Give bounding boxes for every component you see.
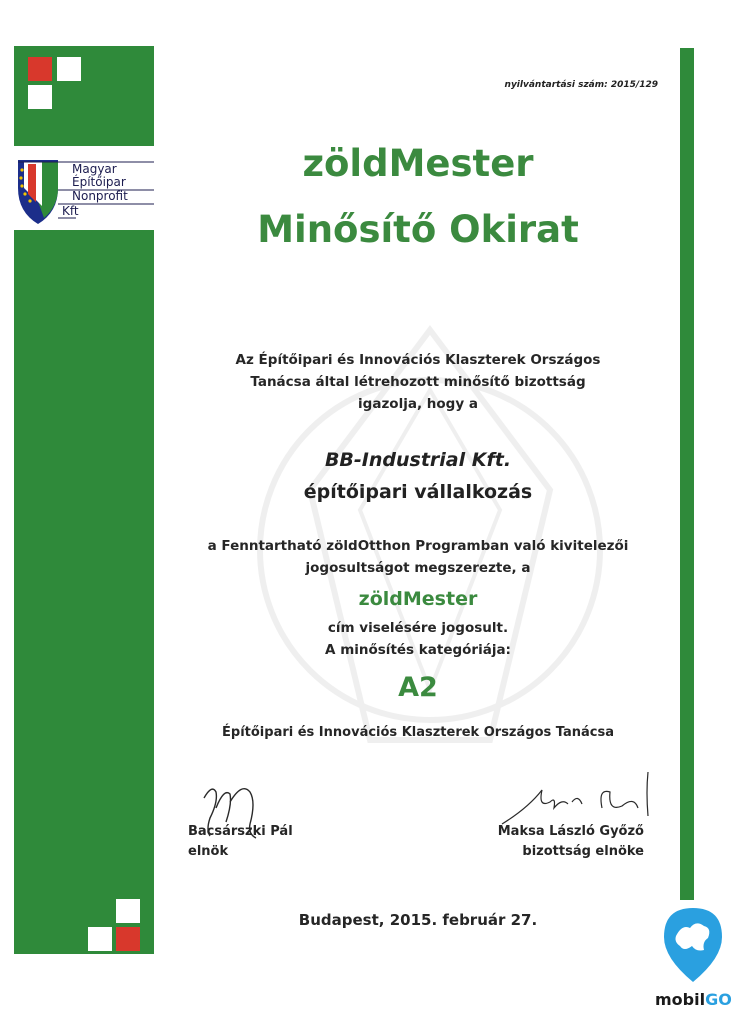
right-signatory-role: bizottság elnöke xyxy=(522,844,644,859)
title-line2: Minősítő Okirat xyxy=(257,208,579,251)
top-white-square-bottom xyxy=(28,85,52,109)
title-line1: zöldMester xyxy=(302,142,534,185)
place-date: Budapest, 2015. február 27. xyxy=(298,911,538,929)
program-line2: jogosultságot megszerezte, a xyxy=(305,560,531,576)
left-signatory xyxy=(188,822,293,862)
mobilgo-prefix: mobil xyxy=(655,990,706,1009)
title-use-line1: cím viselésére jogosult. xyxy=(327,620,509,636)
program-paragraph xyxy=(156,535,680,579)
registration-number: nyilvántartási szám: 2015/129 xyxy=(504,80,658,90)
left-signatory-role: elnök xyxy=(188,844,229,859)
top-white-square-right xyxy=(57,57,81,81)
logo-text-line3: Nonprofit xyxy=(72,189,128,203)
mobilgo-suffix: GO xyxy=(705,990,732,1009)
right-signatory-name: Maksa László Győző xyxy=(497,824,644,839)
company-type: építőipari vállalkozás xyxy=(303,481,533,503)
title-use-line2: A minősítés kategóriája: xyxy=(325,642,511,658)
category-value: A2 xyxy=(398,672,438,703)
mobilgo-brand xyxy=(655,990,732,1009)
intro-line3: igazolja, hogy a xyxy=(358,396,478,412)
company-name: BB-Industrial Kft. xyxy=(324,449,512,471)
right-signature-icon xyxy=(498,768,668,830)
logo-text-line1: Magyar xyxy=(72,162,117,176)
awarded-title: zöldMester xyxy=(358,588,478,610)
intro-paragraph xyxy=(156,349,680,415)
bottom-white-square-left xyxy=(88,927,112,951)
map-pin-europe-icon xyxy=(662,906,724,984)
program-line1: a Fenntartható zöldOtthon Programban való kivitelezői xyxy=(207,538,629,554)
intro-line2: Tanácsa által létrehozott minősítő bizottság xyxy=(250,374,586,390)
right-signatory xyxy=(498,822,644,862)
intro-line1: Az Építőipari és Innovációs Klaszterek Országos xyxy=(235,352,601,368)
right-green-stripe xyxy=(680,48,694,900)
title-use-paragraph xyxy=(156,617,680,661)
logo-text-line4: Kft xyxy=(62,204,79,218)
council-name: Építőipari és Innovációs Klaszterek Országos Tanácsa xyxy=(222,725,614,740)
logo-text-line2: Építőipar xyxy=(72,175,126,189)
bottom-white-square-top xyxy=(116,899,140,923)
left-signatory-name: Bacsárszki Pál xyxy=(188,824,293,839)
bottom-red-square xyxy=(116,927,140,951)
top-red-square xyxy=(28,57,52,81)
company-logo xyxy=(14,146,156,230)
